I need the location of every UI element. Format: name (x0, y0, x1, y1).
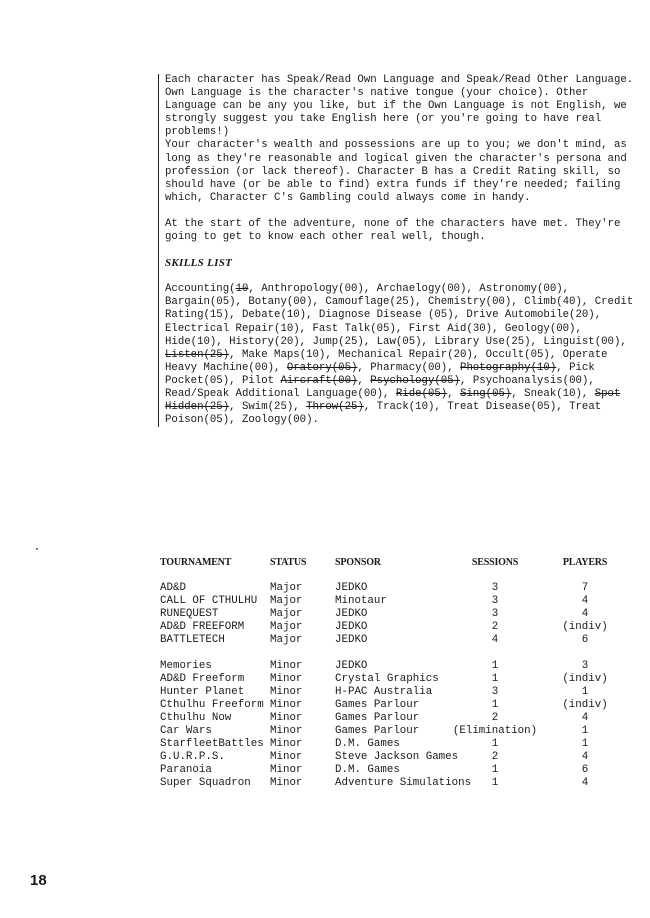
skill-struck: Psychology(05) (370, 374, 461, 387)
skill-struck: Oratory(05) (286, 361, 358, 374)
skill-text: Accounting( (165, 283, 236, 296)
skill-struck: Aircraft(00) (280, 374, 358, 387)
cell-sessions: (Elimination) (452, 725, 538, 737)
table-row (160, 634, 620, 647)
cell-sessions: 3 (491, 608, 499, 620)
cell-sessions: 2 (491, 621, 499, 633)
table-row (160, 582, 620, 595)
cell-sponsor: JEDKO (335, 634, 368, 646)
cell-tournament: Cthulhu Freeform (160, 699, 264, 711)
table-row (160, 777, 620, 790)
header-sponsor: SPONSOR (335, 557, 381, 568)
cell-sessions: 1 (491, 764, 499, 776)
cell-status: Minor (270, 673, 303, 685)
tournament-table (160, 556, 620, 790)
cell-sponsor: Steve Jackson Games (335, 751, 459, 763)
cell-sponsor: Games Parlour (335, 725, 420, 737)
cell-sponsor: D.M. Games (335, 764, 400, 776)
cell-sponsor: Crystal Graphics (335, 673, 439, 685)
table-row (160, 621, 620, 634)
cell-status: Major (270, 634, 303, 646)
cell-sessions: 1 (491, 660, 499, 672)
cell-sponsor: D.M. Games (335, 738, 400, 750)
cell-tournament: AD&D Freeform (160, 673, 245, 685)
skill-struck: Sing(05) (460, 387, 512, 400)
table-row (160, 608, 620, 621)
cell-status: Major (270, 608, 303, 620)
skill-text: , Make Maps(10), Mechanical Repair(20), Occult(05), Operate Heavy Machine(00), (165, 348, 608, 374)
cell-sponsor: Games Parlour (335, 712, 420, 724)
cell-players: 6 (581, 634, 589, 646)
cell-players: 4 (581, 777, 589, 789)
table-row (160, 764, 620, 777)
cell-tournament: CALL OF CTHULHU (160, 595, 258, 607)
table-row (160, 712, 620, 725)
skill-struck: Ride(05) (395, 387, 448, 400)
paragraph-languages: Each character has Speak/Read Own Language and Speak/Read Other Language. Own Language is the character's native tongue (your choice). Other Language can be any you like, but if the Own Language is not English, we strongly suggest you take English here (or you're going to have real problems!) (165, 74, 634, 139)
skill-text: , Pharmacy(00), (357, 361, 461, 374)
cell-tournament: Cthulhu Now (160, 712, 232, 724)
cell-players: 7 (581, 582, 589, 594)
cell-sponsor: Adventure Simulations (335, 777, 472, 789)
cell-players: 4 (581, 595, 589, 607)
skill-struck: Spot Hidden(25) (165, 387, 621, 414)
page-number: 18 (30, 872, 47, 889)
cell-status: Minor (270, 725, 303, 737)
stray-mark (36, 548, 38, 550)
minor-tournaments (160, 660, 620, 790)
skill-struck: Photography(10) (460, 361, 557, 374)
table-row (160, 686, 620, 699)
skill-struck: 10 (235, 283, 249, 296)
cell-sessions: 3 (491, 686, 499, 698)
skill-text: , (447, 387, 461, 400)
table-row (160, 738, 620, 751)
cell-players: 1 (581, 738, 589, 750)
skill-text: , Track(10), Treat Disease(05), Treat Poison(05), Zoology(00). (165, 401, 602, 427)
cell-tournament: G.U.R.P.S. (160, 751, 225, 763)
table-row (160, 595, 620, 608)
cell-tournament: AD&D FREEFORM (160, 621, 245, 633)
skill-text: , Anthropology(00), Archaelogy(00), Astronomy(00), Bargain(05), Botany(00), Camouflage(25), Chemistry(00), Climb(40), Credit Rating(15), Debate(10), Diagnose Disease (05), Drive Automobile(20), Electrical Repair(10), Fast Talk(05), First Aid(30), Geology(00), Hide(10), History(20), Jump(25), Law(05), Library Use(25), Linguist(00), (165, 283, 634, 348)
cell-players: (indiv) (562, 699, 608, 711)
cell-sponsor: Games Parlour (335, 699, 420, 711)
cell-sessions: 1 (491, 673, 499, 685)
cell-status: Major (270, 582, 303, 594)
cell-status: Minor (270, 738, 303, 750)
cell-sessions: 2 (491, 712, 499, 724)
cell-tournament: Super Squadron (160, 777, 251, 789)
cell-sessions: 3 (491, 595, 499, 607)
table-row (160, 751, 620, 764)
cell-status: Minor (270, 751, 303, 763)
cell-players: 4 (581, 751, 589, 763)
header-tournament: TOURNAMENT (160, 557, 232, 568)
table-row (160, 673, 620, 686)
paragraph-start: At the start of the adventure, none of the characters have met. They're going to get to know each other real well, though. (165, 217, 621, 244)
paragraph-wealth: Your character's wealth and possessions are up to you; we don't mind, as long as they're reasonable and logical given the character's persona and profession (or lack thereof). Character B has a Credit Rating skill, so should have (or be able to find) extra funds if they're needed; failing which, Character C's Gambling could always come in handy. (165, 139, 627, 204)
skill-text: , Sneak(10), (511, 387, 595, 400)
cell-sponsor: JEDKO (335, 660, 368, 672)
cell-players: 1 (581, 686, 589, 698)
cell-sessions: 1 (491, 699, 499, 711)
major-tournaments (160, 582, 620, 647)
cell-sessions: 1 (491, 738, 499, 750)
skill-struck: Throw(25) (306, 401, 364, 414)
cell-sponsor: JEDKO (335, 621, 368, 633)
cell-status: Major (270, 595, 303, 607)
cell-sponsor: Minotaur (335, 595, 387, 607)
cell-sponsor: JEDKO (335, 608, 368, 620)
cell-sessions: 3 (491, 582, 499, 594)
skill-struck: Listen(25) (165, 348, 230, 361)
table-row (160, 725, 620, 738)
cell-tournament: Paranoia (160, 764, 212, 776)
cell-status: Minor (270, 686, 303, 698)
table-row (160, 660, 620, 673)
cell-status: Minor (270, 777, 303, 789)
cell-status: Minor (270, 712, 303, 724)
cell-sessions: 2 (491, 751, 499, 763)
skill-text: , Psychoanalysis(00), Read/Speak Additional Language(00), (165, 374, 595, 400)
cell-sponsor: JEDKO (335, 582, 368, 594)
cell-status: Major (270, 621, 303, 633)
skill-text: , (357, 374, 371, 387)
cell-tournament: Car Wars (160, 725, 212, 737)
cell-tournament: AD&D (160, 582, 186, 594)
cell-status: Minor (270, 699, 303, 711)
skills-list-heading: SKILLS LIST (165, 257, 233, 270)
cell-players: (indiv) (562, 621, 608, 633)
cell-status: Minor (270, 660, 303, 672)
cell-players: 3 (581, 660, 589, 672)
cell-status: Minor (270, 764, 303, 776)
header-players: PLAYERS (562, 557, 608, 568)
cell-tournament: Hunter Planet (160, 686, 245, 698)
cell-players: 4 (581, 608, 589, 620)
cell-tournament: Memories (160, 660, 212, 672)
header-status: STATUS (270, 557, 307, 568)
rules-text-block (158, 74, 641, 427)
cell-players: 6 (581, 764, 589, 776)
table-row (160, 699, 620, 712)
cell-tournament: RUNEQUEST (160, 608, 219, 620)
cell-tournament: StarfleetBattles (160, 738, 264, 750)
table-header-row (160, 556, 620, 569)
header-sessions: SESSIONS (471, 557, 519, 568)
cell-tournament: BATTLETECH (160, 634, 225, 646)
cell-sponsor: H-PAC Australia (335, 686, 433, 698)
skill-text: , Pick Pocket(05), Pilot (165, 361, 595, 387)
cell-sessions: 1 (491, 777, 499, 789)
skills-list (165, 283, 641, 427)
cell-players: 4 (581, 712, 589, 724)
cell-players: (indiv) (562, 673, 608, 685)
cell-players: 1 (581, 725, 589, 737)
cell-sessions: 4 (491, 634, 499, 646)
skill-text: , Swim(25), (229, 401, 307, 414)
